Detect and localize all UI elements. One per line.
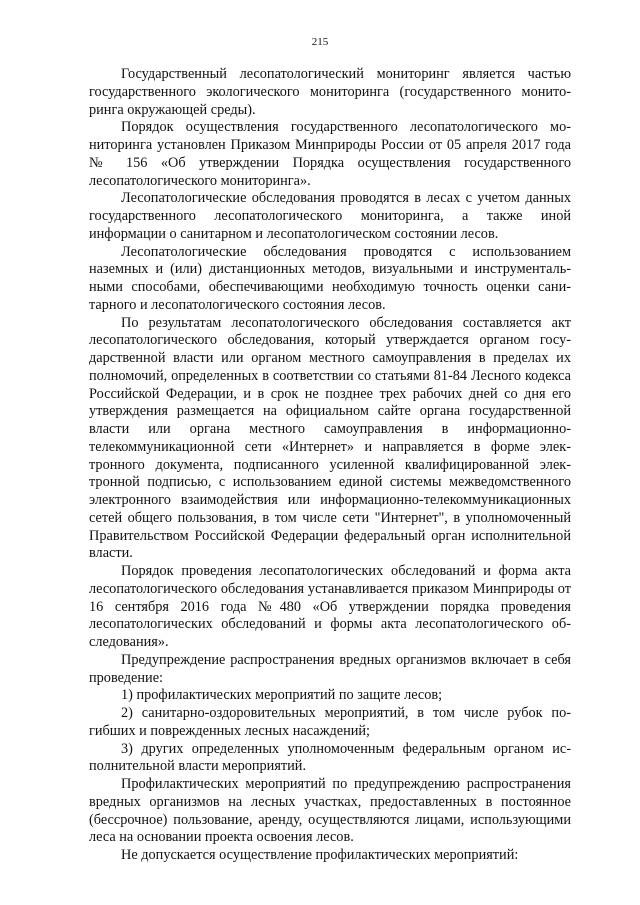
- paragraph-prevention-intro: Предупреждение распространения вредных организмов включает в себя проведение:: [89, 651, 571, 686]
- page-number: 215: [311, 36, 329, 48]
- list-item: 3) других определенных уполномоченным федеральным органом исполнительной власти мероприятий.: [89, 740, 571, 775]
- body-text: [89, 66, 571, 865]
- paragraph-survey-procedure: Порядок проведения лесопатологических обследований и форма акта лесопатологического обследования устанавливается приказом Минприроды от 16 сентября 2016 года №480 «Об утверждении порядка проведения лесопатологических обследований и формы акта лесопатологического обследования».: [89, 563, 571, 650]
- paragraph-surveys-data: Лесопатологические обследования проводятся в лесах с учетом данных государственного лесопатологического мониторинга, а также иной информации о санитарном и лесопатологическом состоянии лесов.: [89, 190, 571, 242]
- paragraph-not-allowed: Не допускается осуществление профилактических мероприятий:: [121, 847, 519, 863]
- list-item: 1) профилактических мероприятий по защите лесов;: [121, 687, 443, 704]
- list-item: 2) санитарно-оздоровительных мероприятий, в том числе рубок погибших и поврежденных лесных насаждений;: [89, 705, 571, 739]
- paragraph-monitoring-order: Порядок осуществления государственного лесопатологического мониторинга установлен Приказом Минприроды России от 05 апреля 2017 года № 156 «Об утверждении Порядка осуществления государственного лесопатологического мониторинга».: [89, 119, 571, 189]
- paragraph-monitoring-definition: Государственный лесопатологический мониторинг является частью государственного экологического мониторинга (государственного мониторинга окружающей среды).: [89, 66, 571, 118]
- paragraph-preventive-measures: Профилактических мероприятий по предупреждению распространения вредных организмов на лесных участках, предоставленных в постоянное (бессрочное) пользование, аренду, осуществляются лицами, использующими леса на основании проекта освоения лесов.: [89, 776, 571, 846]
- paragraph-surveys-methods: Лесопатологические обследования проводятся с использованием наземных и (или) дистанционных методов, визуальными и инструментальными способами, обеспечивающими необходимую точность оценки санитарного и лесопатологического состояния лесов.: [89, 243, 571, 313]
- paragraph-survey-act: По результатам лесопатологического обследования составляется акт лесопатологического обследования, который утверждается органом государственной власти или органом местного самоуправления в пределах их полномочий, определенных в соответствии со статьями 81-84 Лесного кодекса Российской Федерации, и в срок не позднее трех рабочих дней со дня его утверждения размещается на официальном сайте органа государственной власти или органа местного самоуправления в информационно-телекоммуникационной сети «Интернет» и направляется в форме электронного документа, подписанного усиленной квалифицированной электронной подписью, с использованием единой системы межведомственного электронного взаимодействия или информационно-телекоммуникационных сетей общего пользования, в том числе сети "Интернет", в уполномоченный Правительством Российской Федерации федеральный орган исполнительной власти.: [89, 314, 571, 562]
